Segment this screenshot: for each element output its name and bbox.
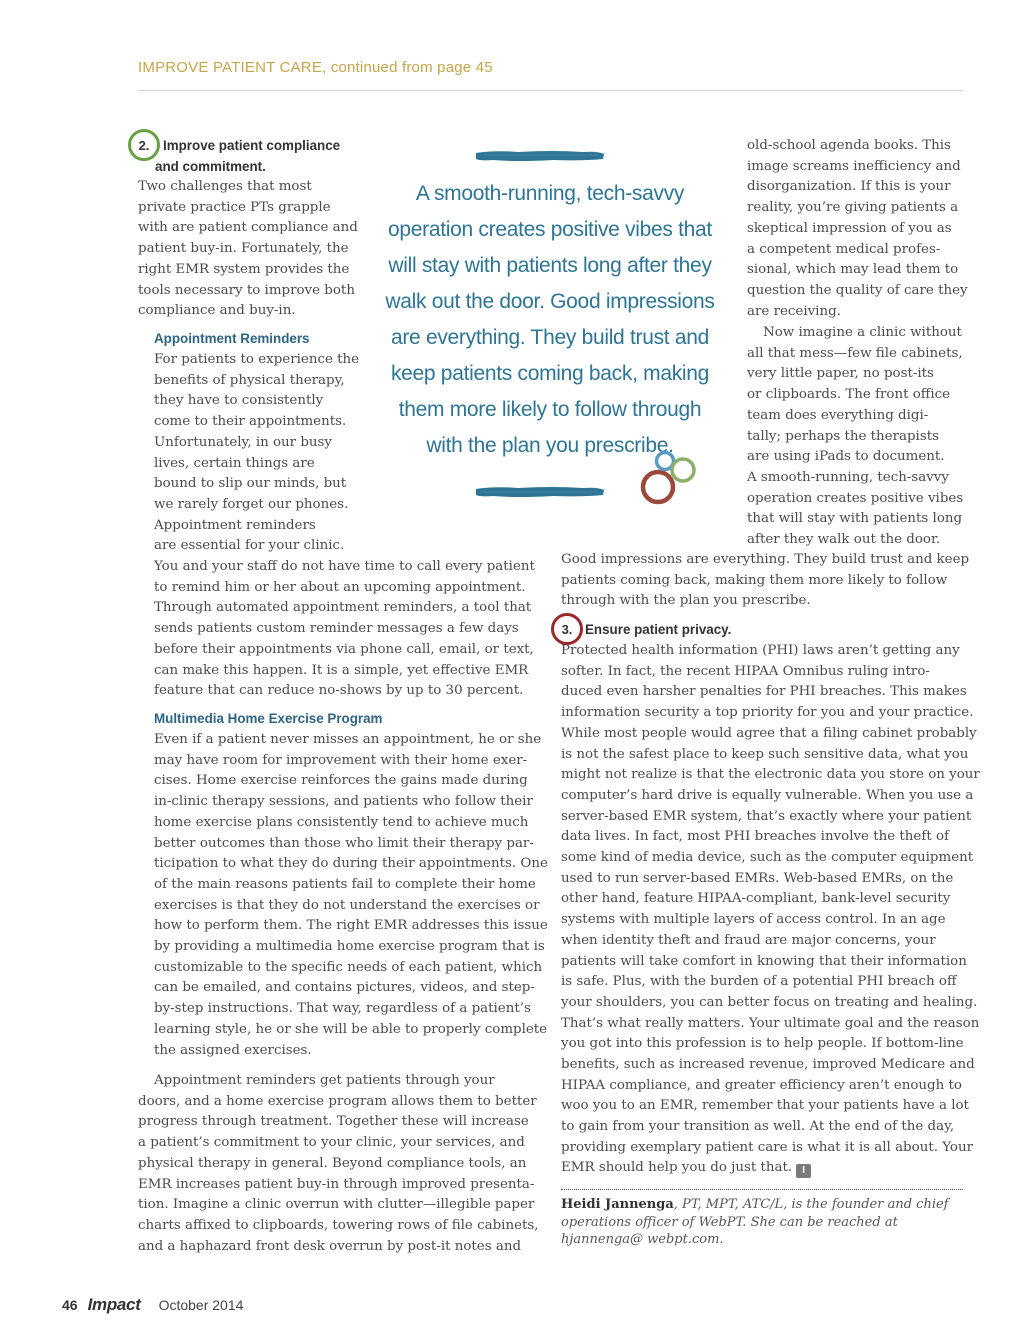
appointment-reminders-heading: Appointment Reminders bbox=[154, 331, 310, 346]
pull-quote-line: with the plan you prescribe. bbox=[426, 434, 674, 457]
author-bio bbox=[561, 1196, 963, 1249]
text-line: other hand, feature HIPAA-compliant, bank-level security bbox=[561, 891, 951, 907]
text-line: to remind him or her about an upcoming appointment. bbox=[154, 579, 526, 595]
text-line: tion. Imagine a clinic overrun with clutter—illegible paper bbox=[138, 1197, 535, 1213]
text-line: Good impressions are everything. They build trust and keep bbox=[561, 552, 970, 567]
text-line: systems with multiple layers of access control. In an age bbox=[561, 912, 946, 928]
text-line: a patient’s commitment to your clinic, your services, and bbox=[138, 1135, 525, 1151]
header-rule bbox=[138, 90, 963, 91]
text-line: to gain from your transition as well. At the end of the day, bbox=[561, 1119, 955, 1135]
text-line: Two challenges that most bbox=[138, 179, 312, 194]
text-line: Appointment reminders bbox=[154, 517, 316, 533]
text-line: operation creates positive vibes bbox=[747, 490, 964, 506]
text-line: you got into this profession is to help people. If bottom-line bbox=[561, 1036, 964, 1052]
text-line: are receiving. bbox=[747, 303, 841, 319]
text-line: all that mess—few file cabinets, bbox=[747, 345, 963, 361]
text-line: benefits of physical therapy, bbox=[154, 372, 345, 388]
text-line: You and your staff do not have time to call every patient bbox=[154, 559, 535, 574]
text-line: sends patients custom reminder messages a few days bbox=[154, 621, 519, 637]
pull-quote-line: will stay with patients long after they bbox=[388, 254, 712, 277]
text-line: That’s what really matters. Your ultimate goal and the reason bbox=[561, 1015, 980, 1031]
text-line: data lives. In fact, most PHI breaches involve the theft of bbox=[561, 829, 949, 845]
text-line: after they walk out the door. bbox=[747, 532, 941, 548]
text-line: may have room for improvement with their home exer- bbox=[154, 752, 528, 768]
text-line: Unfortunately, in our busy bbox=[154, 434, 332, 450]
text-line: image screams inefficiency and bbox=[747, 158, 961, 174]
text-line: server-based EMR system, that’s exactly where your patient bbox=[561, 808, 972, 824]
text-line: come to their appointments. bbox=[154, 414, 347, 430]
text-line: through with the plan you prescribe. bbox=[561, 593, 811, 609]
page-number: 46 bbox=[62, 1297, 78, 1313]
running-head-continued: , continued from page 45 bbox=[322, 59, 493, 76]
text-line: is not the safest place to keep such sensitive data, what you bbox=[561, 746, 969, 762]
text-line: some kind of media device, such as the computer equipment bbox=[561, 850, 974, 866]
text-line: by providing a multimedia home exercise program that is bbox=[154, 939, 545, 955]
text-line: Protected health information (PHI) laws aren’t getting any bbox=[561, 643, 960, 658]
text-line: customizable to the specific needs of each patient, which bbox=[154, 959, 543, 975]
appointment-reminders-text-wide bbox=[154, 557, 534, 702]
text-line: better outcomes than those who limit their therapy par- bbox=[154, 835, 534, 851]
text-line: patients will take comfort in knowing that their information bbox=[561, 953, 967, 969]
author-name: Heidi Jannenga bbox=[561, 1197, 674, 1212]
text-line: bound to slip our minds, but bbox=[154, 476, 347, 492]
text-line: is safe. Plus, with the burden of a potential PHI breach off bbox=[561, 974, 957, 990]
pull-quote-line: are everything. They build trust and bbox=[390, 326, 709, 349]
text-line: how to perform them. The right EMR addresses this issue bbox=[154, 918, 548, 934]
text-line: team does everything digi- bbox=[747, 407, 929, 423]
section-3-closing-sentence: EMR should help you do just that. bbox=[561, 1160, 793, 1175]
text-line: physical therapy in general. Beyond compliance tools, an bbox=[138, 1155, 527, 1171]
pull-quote-line: them more likely to follow through bbox=[398, 398, 702, 421]
text-line: the assigned exercises. bbox=[154, 1042, 312, 1058]
text-line: before their appointments via phone call, email, or text, bbox=[154, 641, 534, 657]
text-line: progress through treatment. Together these will increase bbox=[138, 1114, 529, 1130]
text-line: benefits, such as increased revenue, improved Medicare and bbox=[561, 1057, 975, 1073]
text-line: EMR increases patient buy-in through improved presenta- bbox=[138, 1176, 535, 1192]
pull-quote-line: operation creates positive vibes that bbox=[388, 218, 712, 241]
text-line: For patients to experience the bbox=[154, 352, 360, 367]
text-line: softer. In fact, the recent HIPAA Omnibus ruling intro- bbox=[561, 663, 930, 679]
text-line: patient buy-in. Fortunately, the bbox=[138, 241, 349, 257]
text-line: providing exemplary patient care is what it is all about. Your bbox=[561, 1139, 973, 1155]
text-line: feature that can reduce no-shows by up to 30 percent. bbox=[154, 683, 524, 699]
multimedia-heading: Multimedia Home Exercise Program bbox=[154, 711, 383, 726]
page-footer bbox=[62, 1295, 243, 1315]
running-head bbox=[138, 59, 493, 76]
text-line: charts affixed to clipboards, towering rows of file cabinets, bbox=[138, 1217, 539, 1233]
text-line: question the quality of care they bbox=[747, 282, 968, 298]
text-line: old-school agenda books. This bbox=[747, 138, 951, 153]
text-line: are using iPads to document. bbox=[747, 449, 945, 465]
text-line: by-step instructions. That way, regardless of a patient’s bbox=[154, 1001, 531, 1017]
pull-quote-top-brush-stroke bbox=[473, 148, 607, 164]
text-line: that will stay with patients long bbox=[747, 511, 963, 527]
decorative-rings-icon bbox=[638, 450, 702, 510]
text-line: or clipboards. The front office bbox=[747, 387, 951, 403]
right-column-text-2 bbox=[747, 323, 963, 551]
pull-quote-line: keep patients coming back, making bbox=[390, 362, 710, 385]
text-line: sional, which may lead them to bbox=[747, 262, 959, 278]
pull-quote-line: A smooth-running, tech-savvy bbox=[415, 182, 685, 205]
pull-quote bbox=[365, 176, 735, 464]
text-line: used to run server-based EMRs. Web-based EMRs, on the bbox=[561, 870, 954, 886]
section-3-heading: Ensure patient privacy. bbox=[585, 622, 732, 637]
text-line: A smooth-running, tech-savvy bbox=[747, 469, 949, 485]
text-line: computer’s hard drive is equally vulnerable. When you use a bbox=[561, 787, 974, 803]
text-line: can make this happen. It is a simple, yet effective EMR bbox=[154, 662, 529, 678]
text-line: might not realize is that the electronic data you store on your bbox=[561, 767, 980, 783]
section-2-intro bbox=[138, 177, 358, 322]
author-description: , PT, MPT, ATC/L, is the founder and chief operations officer of WebPT. She can be reached at hjannenga@ webpt.com. bbox=[561, 1197, 949, 1247]
section-3-text bbox=[561, 641, 980, 1159]
text-line: cises. Home exercise reinforces the gains made during bbox=[154, 773, 528, 789]
text-line: Now imagine a clinic without bbox=[763, 325, 962, 340]
text-line: reality, you’re giving patients a bbox=[747, 200, 959, 216]
section-2-heading-line-1: Improve patient compliance bbox=[163, 138, 341, 153]
text-line: learning style, he or she will be able to properly complete bbox=[154, 1021, 548, 1037]
section-3-last-line bbox=[561, 1158, 963, 1179]
section-3-number: 3. bbox=[561, 621, 573, 637]
text-line: doors, and a home exercise program allows them to better bbox=[138, 1093, 537, 1109]
text-line: woo you to an EMR, remember that your patients have a lot bbox=[561, 1098, 969, 1114]
text-line: can be emailed, and contains pictures, videos, and step- bbox=[154, 980, 535, 996]
text-line: ticipation to what they do during their appointments. One bbox=[154, 856, 548, 872]
text-line: tally; perhaps the therapists bbox=[747, 428, 939, 444]
pull-quote-line: walk out the door. Good impressions bbox=[385, 290, 715, 313]
text-line: private practice PTs grapple bbox=[138, 199, 331, 215]
text-line: Even if a patient never misses an appointment, he or she bbox=[154, 732, 542, 747]
text-line: very little paper, no post-its bbox=[747, 366, 934, 382]
text-line: skeptical impression of you as bbox=[747, 220, 952, 236]
text-line: Appointment reminders get patients through your bbox=[154, 1073, 495, 1088]
text-line: your shoulders, you can better focus on treating and healing. bbox=[561, 994, 978, 1010]
text-line: patients coming back, making them more likely to follow bbox=[561, 572, 948, 588]
text-line: disorganization. If this is your bbox=[747, 179, 951, 195]
text-line: in-clinic therapy sessions, and patients who follow their bbox=[154, 794, 533, 810]
text-line: when identity theft and fraud are major concerns, your bbox=[561, 932, 936, 948]
text-line: home exercise plans consistently tend to achieve much bbox=[154, 814, 529, 830]
running-head-section: IMPROVE PATIENT CARE bbox=[138, 59, 323, 76]
section-2-number: 2. bbox=[138, 137, 150, 153]
text-line: with are patient compliance and bbox=[138, 220, 358, 236]
text-line: right EMR system provides the bbox=[138, 261, 350, 277]
text-line: a competent medical profes- bbox=[747, 241, 941, 257]
magazine-logo: Impact bbox=[87, 1295, 141, 1314]
pull-quote-bottom-brush-stroke bbox=[473, 484, 607, 500]
text-line: HIPAA compliance, and greater efficiency aren’t enough to bbox=[561, 1077, 962, 1093]
text-line: exercises is that they do not understand the exercises or bbox=[154, 897, 540, 913]
section-2-heading-line-2: and commitment. bbox=[155, 159, 266, 174]
text-line: While most people would agree that a filing cabinet probably bbox=[561, 725, 977, 741]
text-line: information security a top priority for you and your practice. bbox=[561, 705, 974, 721]
text-line: of the main reasons patients fail to complete their home bbox=[154, 876, 536, 892]
text-line: compliance and buy-in. bbox=[138, 303, 296, 319]
right-column-text-3 bbox=[561, 550, 970, 612]
appointment-reminders-text-narrow bbox=[154, 350, 364, 557]
right-column-text-1 bbox=[747, 136, 968, 322]
text-line: we rarely forget our phones. bbox=[154, 496, 349, 512]
multimedia-text bbox=[154, 730, 548, 1061]
text-line: are essential for your clinic. bbox=[154, 538, 345, 554]
text-line: lives, certain things are bbox=[154, 455, 315, 471]
end-of-article-mark-icon: I bbox=[796, 1164, 811, 1178]
issue-date: October 2014 bbox=[158, 1297, 244, 1313]
text-line: tools necessary to improve both bbox=[138, 282, 355, 298]
text-line: they have to consistently bbox=[154, 393, 324, 409]
text-line: Through automated appointment reminders, a tool that bbox=[154, 600, 532, 616]
text-line: duced even harsher penalties for PHI breaches. This makes bbox=[561, 684, 967, 700]
text-line: and a haphazard front desk overrun by post-it notes and bbox=[138, 1238, 522, 1254]
summary-paragraph bbox=[138, 1071, 538, 1257]
bio-dotted-rule bbox=[561, 1189, 963, 1190]
